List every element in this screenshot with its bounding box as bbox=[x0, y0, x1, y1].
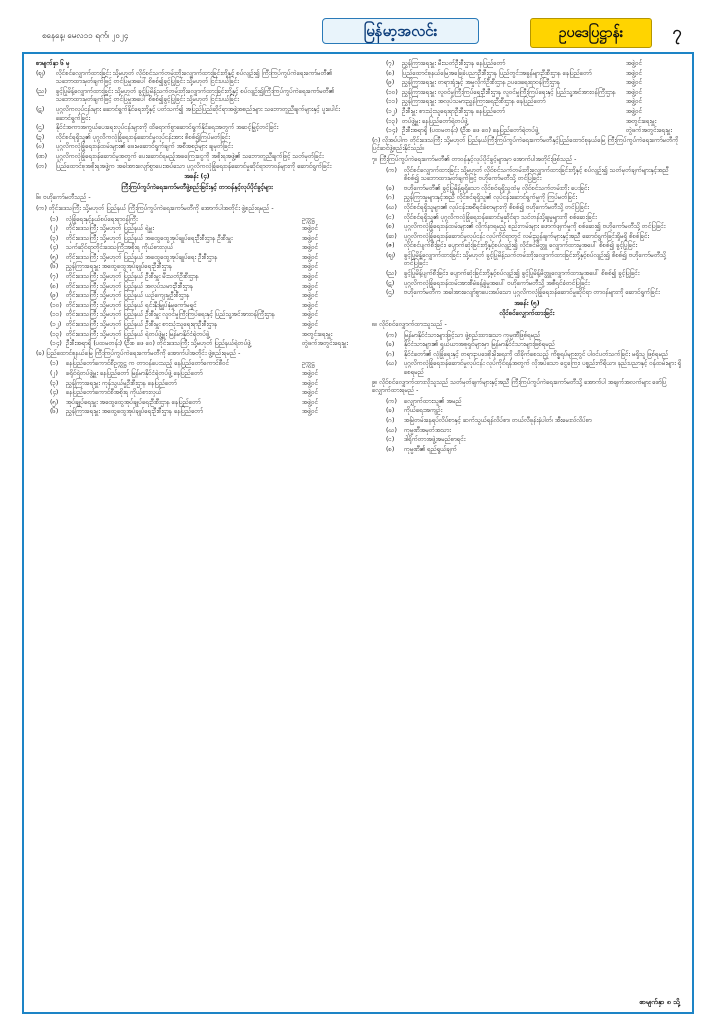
item-number: (ခ) bbox=[386, 184, 395, 192]
item-text: လိုင်စင်ရရှိသူ၏ ပုဂ္ဂလိကလုံခြုံရေးဝန်ဆောင်မှုလုပ်ငန်းအား စိစစ်၍ကြပ်မတ်ခြင်း bbox=[56, 133, 230, 141]
list-item bbox=[386, 167, 682, 184]
table-row bbox=[50, 263, 358, 272]
newspaper-title: မြန်မာ့အလင်း bbox=[322, 18, 479, 44]
item-text: လိုင်စင်ရရှိသူများ၏ လုပ်ငန်းအစီရင်ခံစာများကို စိစစ်၍ ဗဟိုကော်မတီသို့ တင်ပြခြင်း bbox=[404, 203, 589, 211]
table-row bbox=[50, 380, 358, 389]
committee-table-union-cont bbox=[372, 60, 682, 136]
table-row bbox=[386, 118, 682, 127]
table-row bbox=[386, 70, 682, 79]
chapter-5-number: အခန်း (၅) bbox=[514, 299, 540, 307]
row-number: (၆) bbox=[50, 408, 59, 416]
row-number: (၁၂) bbox=[50, 321, 62, 329]
table-row bbox=[50, 321, 358, 330]
item-number: (ဋ) bbox=[36, 105, 45, 113]
list-item bbox=[36, 106, 358, 123]
item-text: နိုင်ငံတော်၏ လုံခြုံရေးနှင့် တရားဥပဒေစိုးမိုးရေးကို ထိခိုက်စေသည့် ကိစ္စရပ်များတွင် ပါဝင်ပတ်သက်ခြင်း မရှိသူ ဖြစ်ရမည် bbox=[404, 350, 669, 358]
section-6-ga: (ဂ) လိုအပ်ပါက တိုင်းဒေသကြီး သို့မဟုတ် ပြည်နယ်ကြီးကြပ်ကွပ်ကဲရေးကော်မတီနှင့်ပြည်ထောင်စုနယ်မြေ ကြီးကြပ်ကွပ်ကဲရေးကော်မတီကို ပြင်ဆင်ဖွဲ့စည်းနိုင်သည်။ bbox=[372, 136, 679, 153]
item-number: (ဇ) bbox=[386, 242, 395, 250]
member-title: ညွှန်ကြားရေးမှူး အထွေထွေအုပ်ချုပ်ရေးဦးစီးဌာန bbox=[66, 263, 173, 271]
section-title: ဥပဒေပြဋ္ဌာန်း bbox=[530, 18, 652, 48]
list-item bbox=[386, 223, 682, 232]
item-number: (ခ) bbox=[386, 341, 395, 349]
chapter-5-title: လိုင်စင်လျှောက်ထားခြင်း bbox=[499, 310, 555, 318]
row-number: (၇) bbox=[50, 273, 59, 281]
item-number: (ဋ) bbox=[386, 279, 395, 287]
item-text: လျှောက်ထားသူ၏ အမည် bbox=[404, 397, 462, 405]
item-text: နိုင်ငံအကာအကွယ်ပေးရေးလုပ်ငန်းများကို ထိရောက်စွာဆောင်ရွက်နိုင်ရေးအတွက် အဆင့်မြှင့်တင်ခြင်း bbox=[56, 124, 279, 132]
section-7-intro: ၇။ ကြီးကြပ်ကွပ်ကဲရေးကော်မတီ၏ တာဝန်နှင့်လုပ်ပိုင်ခွင့်များမှာ အောက်ပါအတိုင်းဖြစ်သည် - bbox=[372, 155, 577, 163]
item-text: ညွှန်ကြားမှုများနှင့်အညီ လိုင်စင်ရရှိသူ၏ လုပ်ငန်းဆောင်ရွက်မှုကို ကြပ်မတ်ခြင်း bbox=[404, 194, 578, 202]
member-title: ညွှန်ကြားရေးမှူး ကုန်သွယ်မှုဦးစီးဌာန နေပြည်တော် bbox=[66, 379, 177, 387]
member-role: အဖွဲ့ဝင် bbox=[302, 253, 319, 261]
member-role: အဖွဲ့ဝင် bbox=[302, 311, 319, 319]
member-role: အဖွဲ့ဝင် bbox=[626, 79, 643, 87]
row-number: (၁၄) bbox=[386, 127, 398, 135]
list-item bbox=[386, 280, 682, 289]
member-title: တိုင်းဒေသကြီး သို့မဟုတ် ပြည်နယ် ဦးစီးမှူး မီးသတ်ဦးစီးဌာန bbox=[66, 273, 199, 281]
member-title: ဦးစီးအရာရှိ (ပထမတန်း) (ဦးစ ဖေ ဝေ) နေပြည်တော်ရဲတပ်ဖွဲ့ bbox=[402, 127, 539, 135]
duty-list bbox=[36, 70, 358, 172]
item-number: (က) bbox=[386, 397, 397, 405]
list-item bbox=[36, 70, 358, 87]
row-number: (၁၃) bbox=[50, 330, 62, 338]
table-row bbox=[50, 408, 358, 417]
list-item bbox=[36, 143, 358, 152]
item-text: ပုဂ္ဂလိကလုပ်ငန်းများ ဆောင်ရွက်နိုင်ရေးတို့နှင့် ပတ်သက်၍ အပြည်ပြည်ဆိုင်ရာအဖွဲ့အစည်းများ သဘောတူညီချက်များနှင့် ပူးပေါင်းဆောင်ရွက်ခြင်း bbox=[56, 105, 340, 122]
row-number: (၅) bbox=[50, 253, 59, 261]
table-row bbox=[50, 302, 358, 311]
row-number: (၁၀) bbox=[386, 88, 398, 96]
committee-table-regional bbox=[36, 216, 358, 349]
item-number: (က) bbox=[386, 331, 397, 339]
member-title: လုံခြုံရေးနှင့်နယ်စပ်ရေးရာဝန်ကြီး bbox=[66, 215, 138, 223]
item-text: ခွင့်ပြုမိန့်လျှောက်ထားခြင်း သို့မဟုတ် ခွင့်ပြုမိန့်သက်တမ်းတိုးလျှောက်ထားခြင်းတို့နှင့်စပ်လျဉ်း၍ စိစစ်၍ ဗဟိုကော်မတီသို့ တင်ပြခြင်း bbox=[404, 251, 667, 268]
item-text: ပုဂ္ဂလိကလုံခြုံရေးဝန်ဆောင်မှုလုပ်ငန်း လုပ်ကိုင်ရာတွင် လမ်းညွှန်ချက်များနှင့်အညီ ဆောင်ရွက်ခြင်းရှိမရှိ စိစစ်ခြင်း bbox=[404, 232, 650, 240]
item-text: ဒါရိုက်တာအဖွဲ့အမည်စာရင်း bbox=[404, 436, 466, 444]
item-text: ပုဂ္ဂလိကလုံခြုံရေးဝန်ဆောင်မှုလုပ်ငန်း လုပ်ကိုင်ရန်အတွက် လိုအပ်သော ငွေကြေး၊ ပစ္စည်းကိရိယာ၊ နည်းပညာနှင့် ဝန်ထမ်းများ ရှိစေရမည် bbox=[404, 360, 682, 376]
member-title: နေပြည်တော်ကောင်စီဥက္ကဋ္ဌ က တာဝန်ပေးသည့် နေပြည်တော်ကောင်စီဝင် bbox=[66, 360, 230, 368]
list-item bbox=[386, 252, 682, 269]
item-text: ဗဟိုကော်မတီ၏ ခွင့်ပြုမိန့်ရရှိသော လိုင်စင်ရရှိသူထံမှ လိုင်စင်သက်တမ်းတိုး ပေးခြင်း bbox=[404, 184, 590, 192]
item-text: လိုင်စင်လျှောက်ထားခြင်း သို့မဟုတ် လိုင်စင်သက်တမ်းတိုးလျှောက်ထားခြင်းတို့နှင့် စပ်လျဉ်း၍ သတ်မှတ်ချက်များနှင့်အညီ စိစစ်၍ သဘောထားမှတ်ချက်ဖြင့် ဗဟိုကော်မတီသို့ တင်ပြခြင်း bbox=[404, 166, 669, 183]
item-number: (ည) bbox=[386, 270, 397, 278]
member-title: တိုင်းဒေသကြီး သို့မဟုတ် ပြည်နယ် အထွေထွေအုပ်ချုပ်ရေးဦးစီးဌာန ဦးစီးမှူး bbox=[66, 234, 233, 242]
table-row bbox=[50, 399, 358, 408]
item-number: (ဃ) bbox=[386, 203, 397, 211]
member-title: တိုင်းဒေသကြီး သို့မဟုတ် ပြည်နယ် ရဲမှူး bbox=[66, 225, 154, 233]
member-title: တိုင်းဒေသကြီး သို့မဟုတ် ပြည်နယ် အထွေထွေအုပ်ချုပ်ရေး ဦးစီးဌာန bbox=[66, 253, 218, 261]
member-role: အဖွဲ့ဝင် bbox=[626, 69, 643, 77]
row-number: (၁၄) bbox=[50, 340, 62, 348]
member-role: အဖွဲ့ဝင် bbox=[626, 107, 643, 115]
member-title: ညွှန်ကြားရေးမှူး အလုပ်သမားညွှန်ကြားရေးဦးစီးဌာန နေပြည်တော် bbox=[402, 98, 546, 106]
member-title: တိုင်းဒေသကြီး သို့မဟုတ် ပြည်နယ် ဦးစီးမှူး လူဝင်မှုကြီးကြပ်ရေးနှင့် ပြည်သူ့အင်အားဝန်ကြီးဌာန bbox=[66, 311, 275, 319]
list-item bbox=[386, 341, 682, 350]
item-text: ကိုယ်ရေးအကျဉ်း bbox=[404, 407, 443, 415]
member-role: အဖွဲ့ဝင် bbox=[302, 408, 319, 416]
section-9-list bbox=[372, 398, 682, 455]
list-item bbox=[36, 153, 358, 162]
item-number: (ဈ) bbox=[386, 251, 396, 259]
row-number: (၄) bbox=[50, 389, 59, 397]
row-number: (၁၃) bbox=[386, 117, 398, 125]
row-number: (၁၁) bbox=[386, 98, 398, 106]
row-number: (၂) bbox=[50, 370, 58, 377]
member-title: တိုင်းဒေသကြီး သို့မဟုတ် ပြည်နယ် ဦးစီးမှူး စားသုံးသူရေးရာဦးစီးဌာန bbox=[66, 321, 218, 329]
member-title: နေပြည်တော်ကောင်စီအစိုးရ ကိုယ်စားလှယ် bbox=[66, 389, 162, 397]
row-number: (၈) bbox=[50, 282, 59, 290]
member-title: ဦးစီးအရာရှိ (ပထမတန်း) (ဦးစ ဖေ ဝေ) တိုင်းဒေသကြီး သို့မဟုတ် ပြည်နယ်ရဲတပ်ဖွဲ့ bbox=[66, 340, 251, 348]
table-row bbox=[50, 235, 358, 244]
item-number: (ဃ) bbox=[386, 360, 397, 368]
table-row bbox=[50, 389, 358, 398]
member-role: အဖွဲ့ဝင် bbox=[302, 292, 319, 300]
row-number: (၁၀) bbox=[50, 301, 62, 309]
section-7-list bbox=[372, 167, 682, 298]
row-number: (၁) bbox=[50, 215, 59, 223]
item-number: (ည) bbox=[36, 87, 47, 95]
member-title: ပြည်ထောင်စုနယ်မြေအခြေခံပညာဦးစီးဌာန ပြည်တွင်းအခွန်များဦးစီးဌာန နေပြည်တော် bbox=[402, 69, 592, 77]
item-number: (ဈ) bbox=[36, 69, 46, 77]
table-row bbox=[50, 244, 358, 253]
item-number: (ဂ) bbox=[386, 194, 395, 202]
item-text: ကုမ္ပဏီ၏ ရည်ရွယ်ချက် bbox=[404, 445, 457, 453]
table-row bbox=[50, 273, 358, 282]
section-6-intro: ၆။ ဗဟိုကော်မတီသည် - bbox=[36, 194, 91, 202]
member-role: အဖွဲ့ဝင် bbox=[302, 379, 319, 387]
list-item bbox=[386, 427, 682, 436]
table-row bbox=[386, 60, 682, 69]
continued-from: စာမျက်နှာ ၆ မှ bbox=[36, 60, 70, 67]
chapter-title: ကြီးကြပ်ကွပ်ကဲရေးကော်မတီဖွဲ့စည်းခြင်းနှင့် တာဝန်နှင့်လုပ်ပိုင်ခွင့်များ bbox=[121, 183, 273, 191]
row-number: (၂) bbox=[50, 225, 58, 233]
member-role: အတွင်းရေးမှူး bbox=[302, 330, 333, 338]
list-item bbox=[36, 163, 358, 172]
member-title: တိုင်းဒေသကြီး သို့မဟုတ် ပြည်နယ် အလုပ်သမားဦးစီးဌာန bbox=[66, 282, 194, 290]
list-item bbox=[36, 88, 358, 105]
row-number: (၁၂) bbox=[386, 107, 398, 115]
table-row bbox=[386, 89, 682, 98]
table-row bbox=[50, 340, 358, 349]
item-number: (ဎ) bbox=[36, 143, 45, 151]
member-title: တိုင်းဒေသကြီး သို့မဟုတ် ပြည်နယ် ရဲတပ်ဖွဲ့မှူး မြန်မာနိုင်ငံရဲတပ်ဖွဲ့ bbox=[66, 330, 210, 338]
item-number: (ဍ) bbox=[36, 133, 45, 141]
member-role: အဖွဲ့ဝင် bbox=[626, 98, 643, 106]
list-item bbox=[386, 332, 682, 341]
item-number: (ဂ) bbox=[386, 350, 395, 358]
member-role: အတွင်းရေးမှူး bbox=[626, 117, 657, 125]
item-text: နိုင်ငံသားများ၏ ရှယ်ယာအစုရှင်များမှာ မြန်မာနိုင်ငံသားများဖြစ်ရမည် bbox=[404, 341, 555, 349]
item-text: ခွင့်ပြုမိန့်လျှောက်ထားခြင်း သို့မဟုတ် ခွင့်ပြုမိန့်သက်တမ်းတိုးလျှောက်ထားခြင်းတို့နှင့် စပ်လျဉ်း၍ကြီးကြပ်ကွပ်ကဲရေးကော်မတီ၏ သဘောထားမှတ်ချက်ဖြင့် တင်ပြမှုအပေါ် စိစစ်၍ခွင့်ပြုခြင်း သို့မဟုတ် ငြင်းပယ်ခြင်း bbox=[56, 87, 335, 104]
item-text: ဗဟိုကော်မတီက အခါအားလျော်စွာပေးအပ်သော ပုဂ္ဂလိကလုံခြုံရေးဝန်ဆောင်မှုဆိုင်ရာ တာဝန်များကို ဆောင်ရွက်ခြင်း bbox=[404, 289, 660, 297]
table-row bbox=[50, 370, 358, 379]
list-item bbox=[386, 436, 682, 445]
item-text: ကုမ္ပဏီအမှတ်အသား bbox=[404, 426, 451, 434]
member-title: သက်ဆိုင်ရာတိုင်းဒေသကြီးအစိုးရ ကိုယ်စားလှယ် bbox=[66, 244, 174, 252]
table-row bbox=[50, 311, 358, 320]
item-text: လိုင်စင်လျှောက်ထားခြင်း သို့မဟုတ် လိုင်စင်သက်တမ်းတိုးလျှောက်ထားခြင်းတို့နှင့် စပ်လျဉ်း၍ ကြီးကြပ်ကွပ်ကဲရေးကော်မတီ၏ သဘောထားမှတ်ချက်ဖြင့် တင်ပြမှုအပေါ် စိစစ်၍ခွင့်ပြုခြင်း သို့မဟုတ် ငြင်းပယ်ခြင်း bbox=[56, 69, 333, 86]
row-number: (၉) bbox=[386, 79, 395, 87]
row-number: (၅) bbox=[50, 398, 59, 406]
member-role: အဖွဲ့ဝင် bbox=[302, 225, 319, 233]
member-role: အဖွဲ့ဝင် bbox=[302, 389, 319, 397]
member-role: အဖွဲ့ဝင် bbox=[302, 301, 319, 309]
member-title: ညွှန်ကြားရေးမှူး လူဝင်မှုကြီးကြပ်ရေးဦးစီးဌာန လူဝင်မှုကြီးကြပ်ရေးနှင့် ပြည်သူ့အင်အားဝန်ကြီးဌာန bbox=[402, 88, 616, 96]
table-row bbox=[50, 292, 358, 301]
member-role: အဖွဲ့ဝင် bbox=[626, 60, 643, 67]
list-item bbox=[386, 351, 682, 360]
member-role: တွဲဖက်အတွင်းရေးမှူး bbox=[626, 127, 672, 135]
row-number: (၁၁) bbox=[50, 311, 62, 319]
list-item bbox=[386, 417, 682, 426]
section-6-kha: (ခ) ပြည်ထောင်စုနယ်မြေ ကြီးကြပ်ကွပ်ကဲရေးကော်မတီကို အောက်ပါအတိုင်း ဖွဲ့စည်းရမည် - bbox=[36, 349, 241, 357]
item-text: ပုဂ္ဂလိကလုံခြုံရေးဝန်ဆောင်မှုအတွက် ပေးဆောင်ရမည့်အခကြေးငွေကို အစိုးရအဖွဲ့၏ သဘောတူညီချက်ဖြင့် သတ်မှတ်ခြင်း bbox=[56, 152, 324, 160]
item-number: (င) bbox=[386, 436, 395, 444]
member-title: တိုင်းဒေသကြီး သို့မဟုတ် ပြည်နယ် ယဉ်ကျေးမှုဦးစီးဌာန bbox=[66, 292, 190, 300]
member-role: အဖွဲ့ဝင် bbox=[302, 273, 319, 281]
member-title: ညွှန်ကြားရေးမှူး အထွေထွေအုပ်ချုပ်ရေးဦးစီးဌာန နေပြည်တော် bbox=[66, 408, 204, 416]
member-role: အဖွဲ့ဝင် bbox=[302, 263, 319, 271]
member-title: တိုင်းဒေသကြီး သို့မဟုတ် ပြည်နယ် ရင်းနှီးမြှုပ်နှံမှုကော်မရှင် bbox=[66, 301, 197, 309]
table-row bbox=[50, 283, 358, 292]
list-item bbox=[386, 185, 682, 194]
member-role: အဖွဲ့ဝင် bbox=[302, 398, 319, 406]
committee-table-union bbox=[36, 360, 358, 417]
table-row bbox=[386, 127, 682, 136]
row-number: (၃) bbox=[50, 379, 59, 387]
item-text: ပြည်ထောင်စုအစိုးရအဖွဲ့က အခါအားလျော်စွာပေးအပ်သော ပုဂ္ဂလိကလုံခြုံရေးဝန်ဆောင်မှုဆိုင်ရာတာဝန်များကို ဆောင်ရွက်ခြင်း bbox=[56, 162, 332, 170]
list-item bbox=[36, 134, 358, 143]
list-item bbox=[386, 446, 682, 455]
list-item bbox=[386, 289, 682, 298]
row-number: (၆) bbox=[50, 263, 59, 271]
continued-to: စာမျက်နှာ ၈ သို့ bbox=[639, 998, 680, 1006]
page-header bbox=[22, 8, 694, 52]
table-row bbox=[386, 98, 682, 107]
list-item bbox=[386, 194, 682, 203]
item-text: ခွင့်ပြုမိန့်ပျက်စီးခြင်း၊ ပျောက်ဆုံးခြင်းတို့နှင့်စပ်လျဉ်း၍ ခွင့်ပြုမိန့်မိတ္တူလျှောက်ထားမှုအပေါ် စိစစ်၍ ခွင့်ပြုခြင်း bbox=[404, 270, 640, 278]
member-role: အဖွဲ့ဝင် bbox=[302, 244, 319, 252]
member-role: ဥက္ကဋ္ဌ bbox=[302, 360, 315, 368]
member-role: အဖွဲ့ဝင် bbox=[302, 370, 319, 377]
item-number: (က) bbox=[386, 166, 397, 174]
item-number: (စ) bbox=[386, 223, 395, 231]
table-row bbox=[50, 254, 358, 263]
section-6-ka: (က) တိုင်းဒေသကြီး သို့မဟုတ် ပြည်နယ် ကြီးကြပ်ကွပ်ကဲရေးကော်မတီကို အောက်ပါအတိုင်း ဖွဲ့စည်းရမည် - bbox=[36, 204, 274, 212]
item-text: အမြဲတမ်းနေရပ်လိပ်စာနှင့် ဆက်သွယ်ရန်လိပ်စာ၊ တယ်လီဖုန်းနံပါတ်၊ အီးမေးလ်လိပ်စာ bbox=[404, 416, 592, 424]
page-number: ၇ bbox=[672, 22, 682, 41]
left-column bbox=[36, 60, 358, 418]
chapter-number: အခန်း (၄) bbox=[184, 173, 210, 181]
member-title: ခရိုင်ရဲတပ်ဖွဲ့မှူး နေပြည်တော် မြန်မာနိုင်ငံရဲတပ်ဖွဲ့ နေပြည်တော် bbox=[66, 370, 203, 377]
list-item bbox=[386, 360, 682, 377]
member-title: ဦးစီးမှူး စားသုံးသူရေးရာဦးစီးဌာန နေပြည်တော် bbox=[402, 107, 506, 115]
item-number: (တ) bbox=[36, 162, 47, 170]
list-item bbox=[386, 270, 682, 279]
item-text: မြန်မာနိုင်ငံသားများဖြင့်သာ ဖွဲ့စည်းထားသော ကုမ္ပဏီဖြစ်ရမည် bbox=[404, 331, 541, 339]
member-title: တပ်ဖွဲ့မှူး နေပြည်တော်ရဲတပ်ဖွဲ့ bbox=[402, 117, 468, 125]
item-number: (ဆ) bbox=[386, 232, 397, 240]
section-8-intro: ၈။ လိုင်စင်လျှောက်ထားသူသည် - bbox=[372, 321, 447, 329]
item-number: (ဌ) bbox=[36, 124, 45, 132]
item-number: (ဂ) bbox=[386, 416, 395, 424]
table-row bbox=[386, 108, 682, 117]
list-item bbox=[386, 233, 682, 242]
row-number: (၄) bbox=[50, 244, 59, 252]
row-number: (၃) bbox=[50, 234, 59, 242]
table-row bbox=[50, 216, 358, 225]
member-title: အုပ်ချုပ်ရေးမှူး အထွေထွေအုပ်ချုပ်ရေးဦးစီးဌာန နေပြည်တော် bbox=[66, 398, 201, 406]
row-number: (၈) bbox=[386, 69, 395, 77]
row-number: (၉) bbox=[50, 292, 59, 300]
member-role: အဖွဲ့ဝင် bbox=[626, 88, 643, 96]
item-number: (ဌ) bbox=[386, 289, 395, 297]
member-role: အဖွဲ့ဝင် bbox=[302, 234, 319, 242]
item-number: (စ) bbox=[386, 445, 395, 453]
issue-date: စနေနေ့၊ မေလ၁၁ ရက်၊ ၂၀၂၄ bbox=[42, 31, 129, 40]
item-text: လိုင်စင်ရရှိသူ၏ ပုဂ္ဂလိကလုံခြုံရေးဝန်ဆောင်မှုဆိုင်ရာ သင်တန်းပို့ချမှုများကို စစ်ဆေးခြင်း bbox=[404, 213, 597, 221]
table-row bbox=[50, 360, 358, 369]
item-number: (ဏ) bbox=[36, 152, 48, 160]
item-text: ပုဂ္ဂလိကလုံခြုံရေးဝန်ထမ်းများ၏ ဖေးမဆောင်ရွက်ချက် အစီအစဉ်များ ချမှတ်ခြင်း bbox=[56, 143, 233, 151]
section-8-list bbox=[372, 332, 682, 378]
item-number: (ခ) bbox=[386, 407, 395, 415]
list-item bbox=[36, 124, 358, 133]
member-role: အဖွဲ့ဝင် bbox=[302, 321, 319, 329]
table-row bbox=[386, 79, 682, 88]
member-role: အဖွဲ့ဝင် bbox=[302, 282, 319, 290]
row-number: (၁) bbox=[50, 360, 59, 368]
item-text: လိုင်စင်ပျက်စီးခြင်း၊ ပျောက်ဆုံးခြင်းတို့နှင့်စပ်လျဉ်း၍ လိုင်စင်မိတ္တူ လျှောက်ထားမှုအပေါ် စိစစ်၍ ခွင့်ပြုခြင်း bbox=[404, 242, 638, 250]
row-number: (၇) bbox=[386, 60, 395, 67]
table-row bbox=[50, 331, 358, 340]
member-role: တွဲဖက်အတွင်းရေးမှူး bbox=[302, 340, 348, 348]
list-item bbox=[386, 214, 682, 223]
list-item bbox=[386, 242, 682, 251]
item-number: (င) bbox=[386, 213, 395, 221]
section-9-intro: ၉။ လိုင်စင်လျှောက်ထားလိုသူသည် သတ်မှတ်ချက်များနှင့်အညီ ကြီးကြပ်ကွပ်ကဲရေးကော်မတီသို့ အောက်ပါ အချက်အလက်များ ဖော်ပြလျှောက်ထားရမည် - bbox=[372, 378, 667, 395]
member-title: ညွှန်ကြားရေးမှူး မီးသတ်ဦးစီးဌာန နေပြည်တော် bbox=[402, 60, 506, 67]
list-item bbox=[386, 407, 682, 416]
member-title: ညွှန်ကြားရေးမှူး တရားရုံးနှင့် အမှုလိုက်ဦးစီးဌာန ဥပဒေရေးရာဝန်ကြီးဌာန bbox=[402, 79, 561, 87]
list-item bbox=[386, 204, 682, 213]
item-text: ပုဂ္ဂလိကလုံခြုံရေးဝန်ထမ်းအားစီမံခန့်ခွဲမှုအပေါ် ဗဟိုကော်မတီသို့ အစီရင်ခံတင်ပြခြင်း bbox=[404, 279, 590, 287]
item-text: ပုဂ္ဂလိကလုံခြုံရေးဝန်ထမ်းများ၏ လိုက်နာရမည့် စည်းကမ်းများ ဖောက်ဖျက်မှုကို စစ်ဆေး၍ ဗဟိုကော်မတီသို့ တင်ပြခြင်း bbox=[404, 223, 666, 231]
table-row bbox=[50, 225, 358, 234]
member-role: ဥက္ကဋ္ဌ bbox=[302, 215, 315, 223]
list-item bbox=[386, 398, 682, 407]
item-number: (ဃ) bbox=[386, 426, 397, 434]
right-column bbox=[372, 60, 682, 455]
